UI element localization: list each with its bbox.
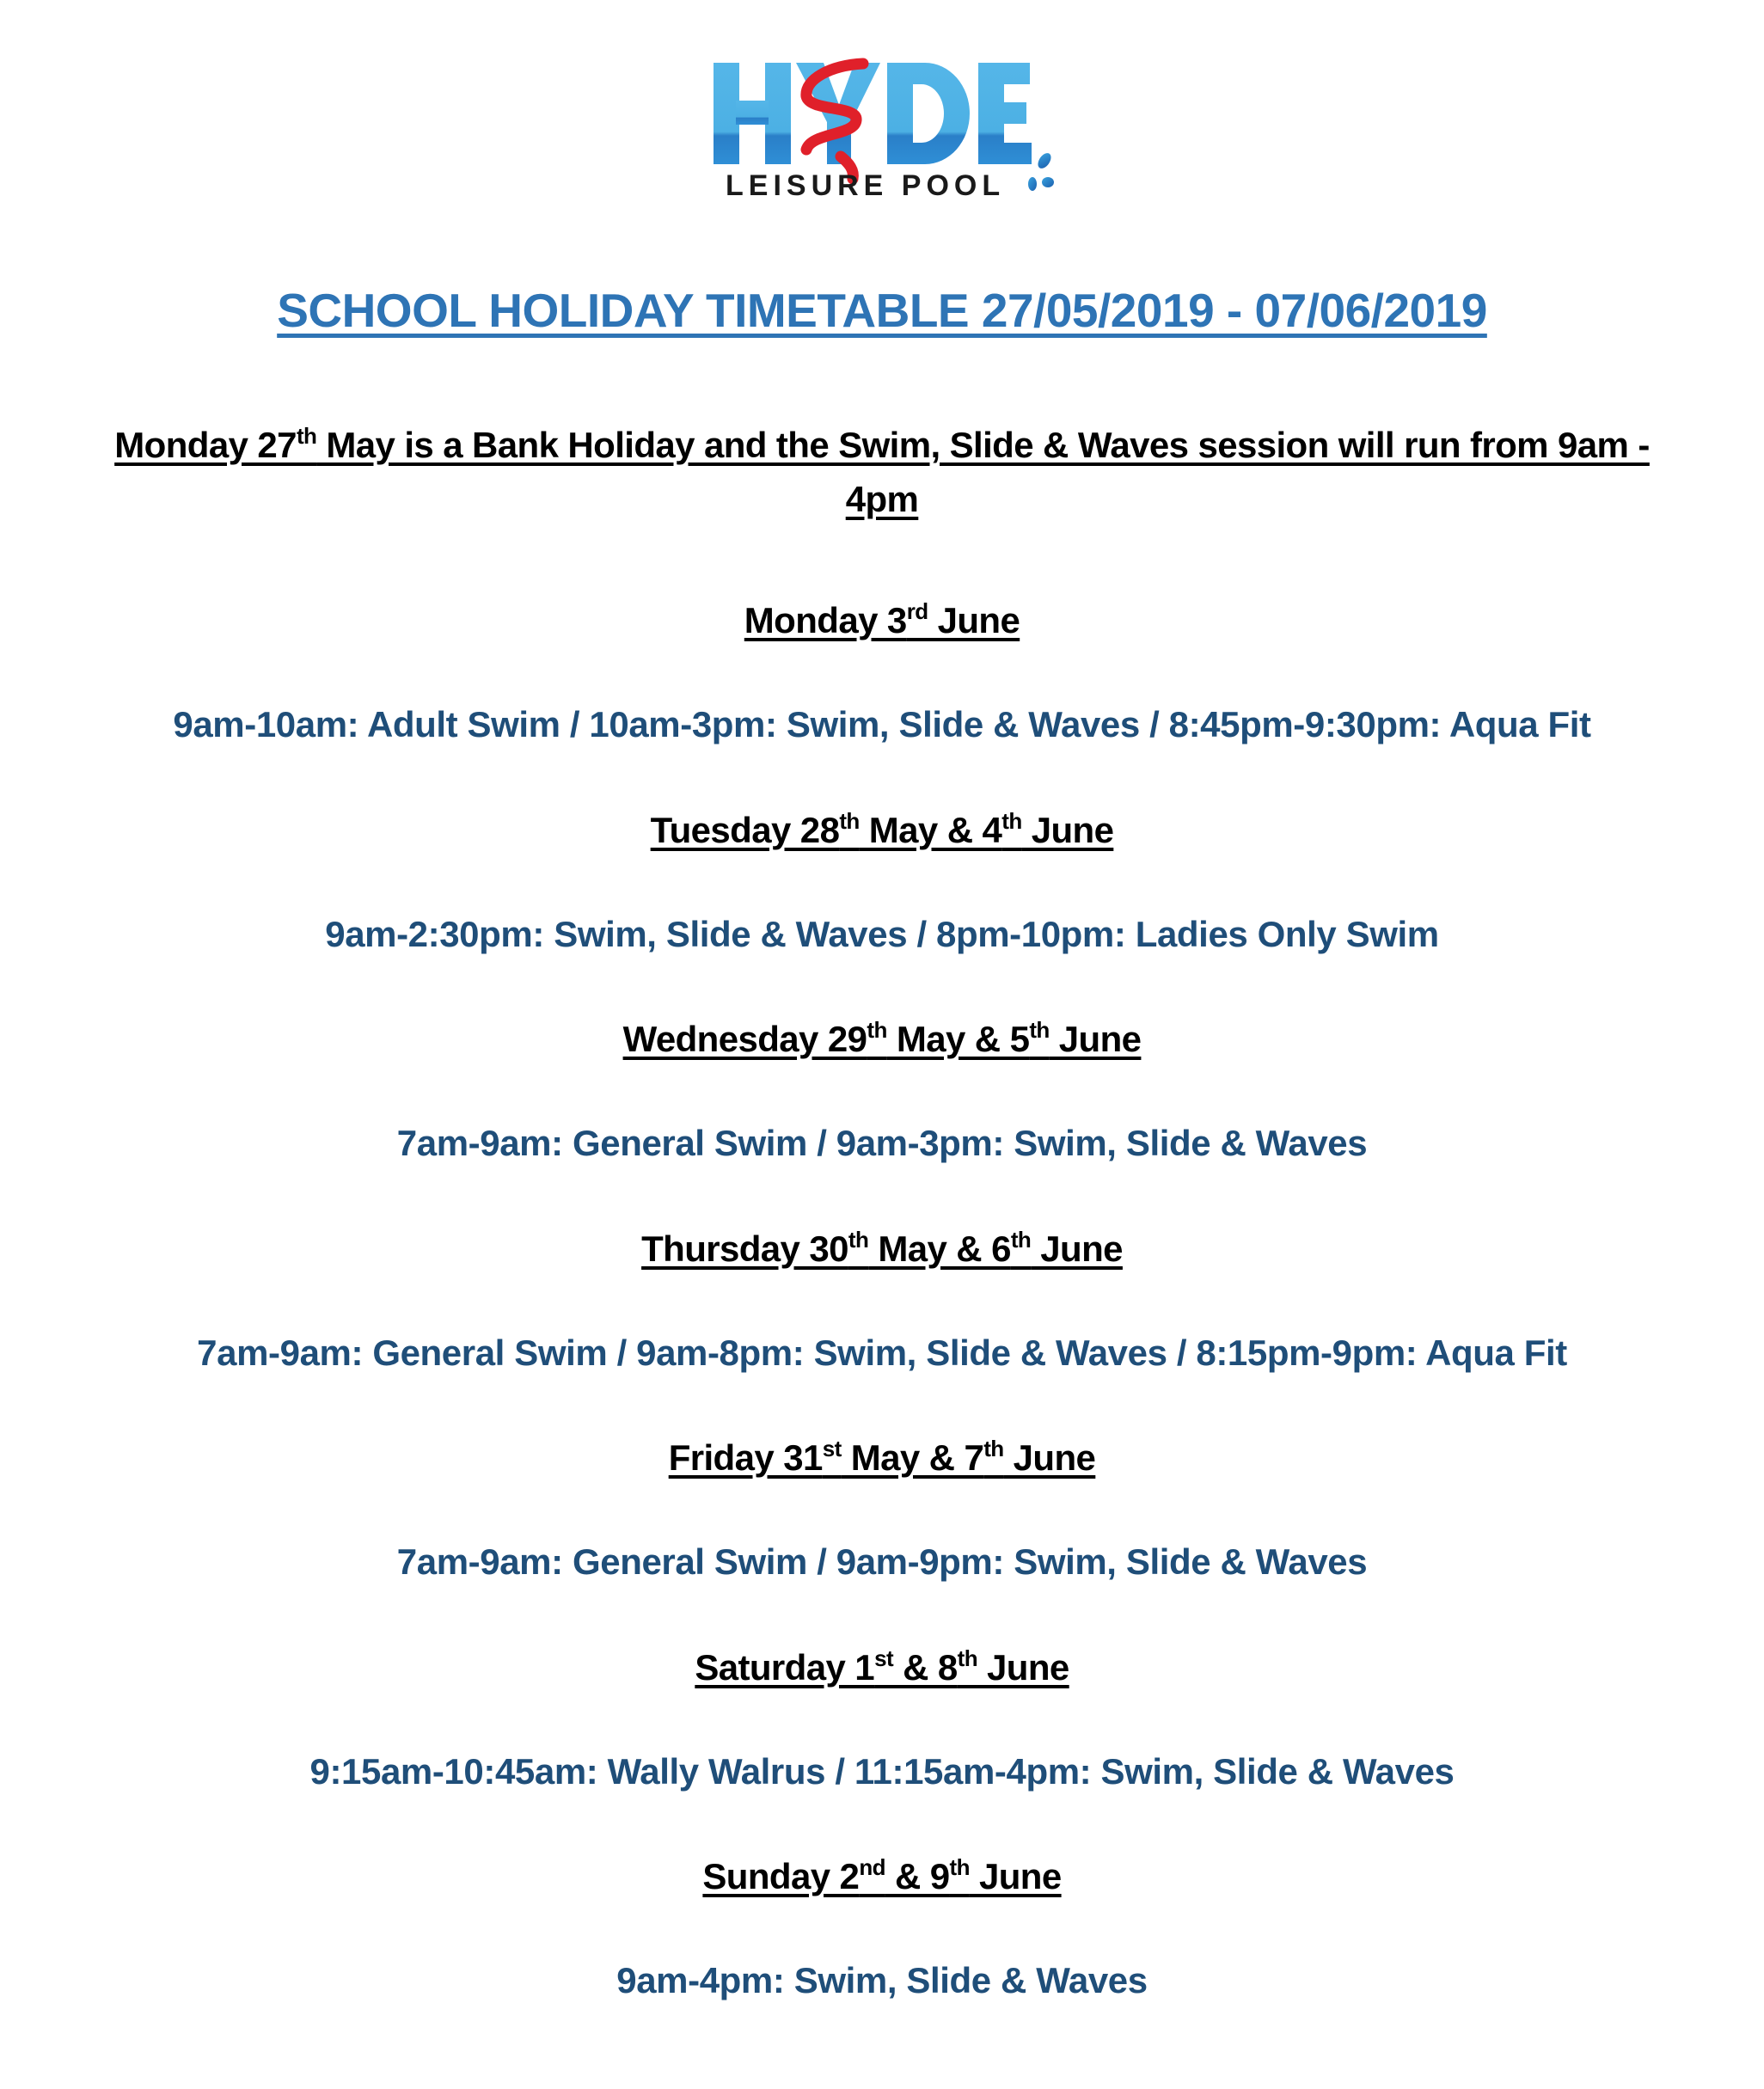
day-heading-text: May & 4 <box>859 809 1002 850</box>
day-heading-text: June <box>969 1856 1062 1896</box>
day-schedule: 7am-9am: General Swim / 9am-3pm: Swim, Slide & Waves <box>396 1123 1368 1163</box>
day-heading-text: May & 7 <box>841 1437 984 1478</box>
ordinal-suffix: th <box>848 1226 869 1253</box>
day-heading <box>0 1018 1764 1061</box>
logo-subtitle: LEISURE POOL <box>726 169 1006 202</box>
day-heading-text: May & 6 <box>868 1228 1011 1269</box>
ordinal-suffix: st <box>822 1436 842 1461</box>
day-schedule: 9am-2:30pm: Swim, Slide & Waves / 8pm-10pm: Ladies Only Swim <box>325 913 1439 954</box>
ordinal-suffix: th <box>983 1436 1004 1461</box>
day-heading-text: Monday 3 <box>744 600 907 640</box>
day-heading <box>0 1646 1764 1689</box>
day-heading <box>0 1437 1764 1479</box>
day-heading-text: June <box>1031 1228 1123 1269</box>
day-heading <box>0 1228 1764 1271</box>
day-heading-text: & 8 <box>893 1646 958 1688</box>
notice-text-rest: May is a Bank Holiday and the Swim, Slide & Waves session will run from 9am - <box>316 425 1650 465</box>
ordinal-suffix: th <box>949 1854 970 1880</box>
day-heading-text: Sunday 2 <box>702 1856 860 1896</box>
ordinal-suffix: th <box>867 1017 887 1043</box>
bank-holiday-notice-line1 <box>0 424 1764 467</box>
day-heading-text: June <box>928 600 1020 640</box>
day-heading-text: June <box>1003 1437 1096 1478</box>
notice-text-line2: 4pm <box>845 479 919 519</box>
ordinal-suffix: nd <box>859 1854 885 1880</box>
splash-icon <box>1028 150 1054 191</box>
notice-text: Monday 27 <box>114 425 297 465</box>
day-schedule: 7am-9am: General Swim / 9am-9pm: Swim, Slide & Waves <box>396 1541 1368 1582</box>
ordinal-suffix: rd <box>906 598 928 624</box>
ordinal-suffix: th <box>839 807 860 834</box>
day-heading-text: Thursday 30 <box>641 1228 848 1269</box>
day-heading-text: May & 5 <box>886 1019 1030 1059</box>
ordinal-suffix: th <box>1001 807 1022 834</box>
ordinal-suffix: th <box>1029 1017 1050 1043</box>
day-heading-text: Saturday 1 <box>695 1646 875 1688</box>
day-heading-text: Tuesday 28 <box>650 809 840 850</box>
day-heading-text: & 9 <box>885 1856 950 1896</box>
day-heading <box>0 599 1764 642</box>
day-heading-text: June <box>1049 1019 1142 1059</box>
day-heading-text: June <box>1021 809 1114 850</box>
day-heading <box>0 1855 1764 1898</box>
day-heading <box>0 809 1764 852</box>
page-title-text: SCHOOL HOLIDAY TIMETABLE 27/05/2019 - 07/06/2019 <box>277 284 1487 337</box>
ordinal-suffix: st <box>874 1645 893 1671</box>
day-schedule: 9:15am-10:45am: Wally Walrus / 11:15am-4pm: Swim, Slide & Waves <box>309 1750 1455 1792</box>
ordinal-suffix: th <box>1010 1226 1032 1253</box>
page-title <box>0 280 1764 340</box>
ordinal-suffix: th <box>957 1645 977 1671</box>
bank-holiday-notice-line2 <box>0 478 1764 521</box>
day-schedule: 9am-4pm: Swim, Slide & Waves <box>616 1960 1148 2000</box>
day-schedule: 7am-9am: General Swim / 9am-8pm: Swim, Slide & Waves / 8:15pm-9pm: Aqua Fit <box>197 1332 1567 1373</box>
day-heading-text: Friday 31 <box>668 1437 823 1478</box>
logo-letters <box>714 63 1032 164</box>
notice-superscript: th <box>296 423 317 449</box>
day-schedule: 9am-10am: Adult Swim / 10am-3pm: Swim, Slide & Waves / 8:45pm-9:30pm: Aqua Fit <box>173 704 1591 744</box>
day-heading-text: Wednesday 29 <box>622 1019 867 1059</box>
day-heading-text: June <box>977 1646 1069 1688</box>
hyde-leisure-pool-logo <box>710 53 1054 204</box>
